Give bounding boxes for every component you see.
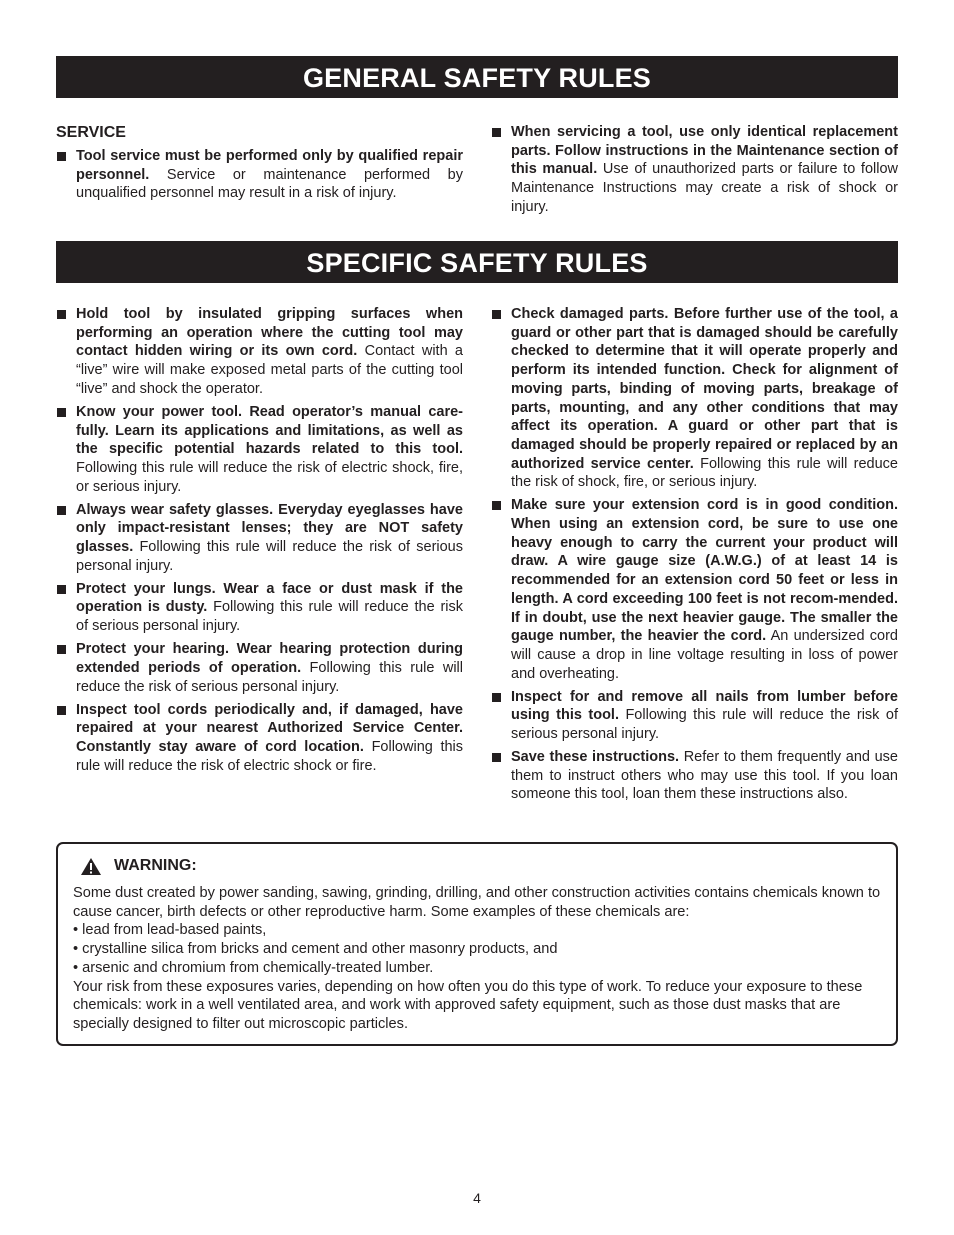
warning-box (56, 842, 898, 1046)
service-rules-left (56, 147, 463, 203)
rule-item (56, 640, 463, 696)
specific-rules-right (491, 305, 898, 804)
rule-item (56, 147, 463, 203)
rule-item (56, 501, 463, 576)
rule-detail: Use of unauthorized parts or failure to follow Maintenance Instructions may create a risk of shock or injury. (511, 161, 898, 215)
rule-emphasis: Check damaged parts. Before further use of the tool, a guard or other part that is damaged should be carefully checked to determine that it will operate properly and perform its intended function. Check for alignment of moving parts, binding of moving parts, breakage of parts, mounting, and any other conditions that may affect its operation. A guard or other part that is damaged should be properly repaired or replaced by an authorized service center. (511, 306, 898, 472)
rule-detail: Following this rule will reduce the risk of serious personal injury. (76, 599, 463, 635)
rule-emphasis: Inspect for and remove all nails from lumber before using this tool. (511, 688, 898, 724)
rule-detail: An undersized cord will cause a drop in line voltage resulting in loss of power and overheating. (511, 628, 898, 682)
rule-detail: Following this rule will reduce the risk of electric shock or fire. (76, 738, 464, 774)
warning-text (73, 884, 888, 1034)
specific-safety-rules-heading: SPECIFIC SAFETY RULES (56, 241, 898, 283)
warning-header (80, 856, 197, 876)
specific-rules-left-column (56, 305, 463, 780)
rule-item (491, 305, 898, 492)
warning-item: • crystalline silica from bricks and cement and other masonry products, and (73, 941, 558, 958)
rule-item (491, 748, 898, 804)
warning-title: WARNING: (114, 857, 197, 874)
rule-item (491, 688, 898, 744)
service-heading: SERVICE (56, 124, 126, 141)
warning-outro: Your risk from these exposures varies, depending on how often you do this type of work. To reduce your exposure to these chemicals: work in a well ventilated area, and work with approved safety equipment, such as those dust masks that are specially designed to filter out microscopic particles. (73, 978, 863, 1032)
service-left-column (56, 123, 463, 207)
rule-emphasis: Inspect tool cords periodically and, if damaged, have repaired at your nearest Authorized Service Center. Constantly stay aware of cord location. (76, 701, 463, 755)
warning-intro: Some dust created by power sanding, sawing, grinding, drilling, and other construction activities contains chemicals known to cause cancer, birth defects or other reproductive harm. Some examples of these chemicals are: (73, 885, 881, 920)
rule-item (491, 123, 898, 217)
rule-emphasis: Protect your lungs. Wear a face or dust mask if the operation is dusty. (76, 580, 463, 616)
rule-detail: Contact with a “live” wire will make exposed metal parts of the cutting tool “live” and shock the operator. (76, 343, 463, 397)
specific-rules-left (56, 305, 463, 775)
rule-item (56, 305, 463, 399)
rule-detail: Following this rule will reduce the risk of shock, fire, or serious injury. (511, 455, 899, 491)
rule-emphasis: Know your power tool. Read operator’s manual care-fully. Learn its applications and limitations, as well as the specific potential hazards related to this tool. (76, 403, 463, 458)
rule-detail: Service or maintenance performed by unqualified personnel may result in a risk of injury. (76, 166, 463, 202)
specific-rules-right-column (491, 305, 898, 808)
rule-item (491, 496, 898, 683)
rule-detail: Following this rule will reduce the risk of serious personal injury. (76, 539, 463, 574)
rule-emphasis: Save these instructions. (511, 749, 680, 766)
rule-detail: Following this rule will reduce the risk of electric shock, fire, or serious injury. (76, 459, 463, 495)
rule-emphasis: When servicing a tool, use only identical replacement parts. Follow instructions in the Maintenance section of this manual. (511, 124, 898, 178)
rule-item (56, 701, 463, 776)
rule-item (56, 580, 463, 636)
rule-detail: Following this rule will reduce the risk of serious personal injury. (76, 659, 464, 695)
rule-detail: Following this rule will reduce the risk of serious personal injury. (511, 707, 898, 743)
service-right-column (491, 123, 898, 221)
rule-detail: Refer to them frequently and use them to instruct others who may use this tool. If you loan someone this tool, loan them these instructions also. (511, 749, 898, 803)
rule-item (56, 403, 463, 497)
warning-item: • arsenic and chromium from chemically-treated lumber. (73, 959, 434, 976)
warning-triangle-icon (80, 857, 102, 876)
service-rules-right (491, 123, 898, 217)
rule-emphasis: Always wear safety glasses. Everyday eyeglasses have only impact-resistant lenses; they are NOT safety glasses. (76, 501, 463, 556)
rule-emphasis: Hold tool by insulated gripping surfaces when performing an operation where the cutting tool may contact hidden wiring or its own cord. (76, 306, 463, 360)
rule-emphasis: Make sure your extension cord is in good condition. When using an extension cord, be sure to use one heavy enough to carry the current your product will draw. A wire gauge size (A.W.G.) of at least 14 is recommended for an extension cord 50 feet or less in length. A cord exceeding 100 feet is not recom-mended. If in doubt, use the next heavier gauge. The smaller the gauge number, the heavier the cord. (511, 497, 898, 645)
page-number: 4 (473, 1190, 481, 1206)
warning-item: • lead from lead-based paints, (73, 922, 267, 939)
rule-emphasis: Tool service must be performed only by qualified repair personnel. (76, 148, 463, 183)
general-safety-rules-heading: GENERAL SAFETY RULES (56, 56, 898, 98)
rule-emphasis: Protect your hearing. Wear hearing protection during extended periods of operation. (76, 641, 463, 676)
